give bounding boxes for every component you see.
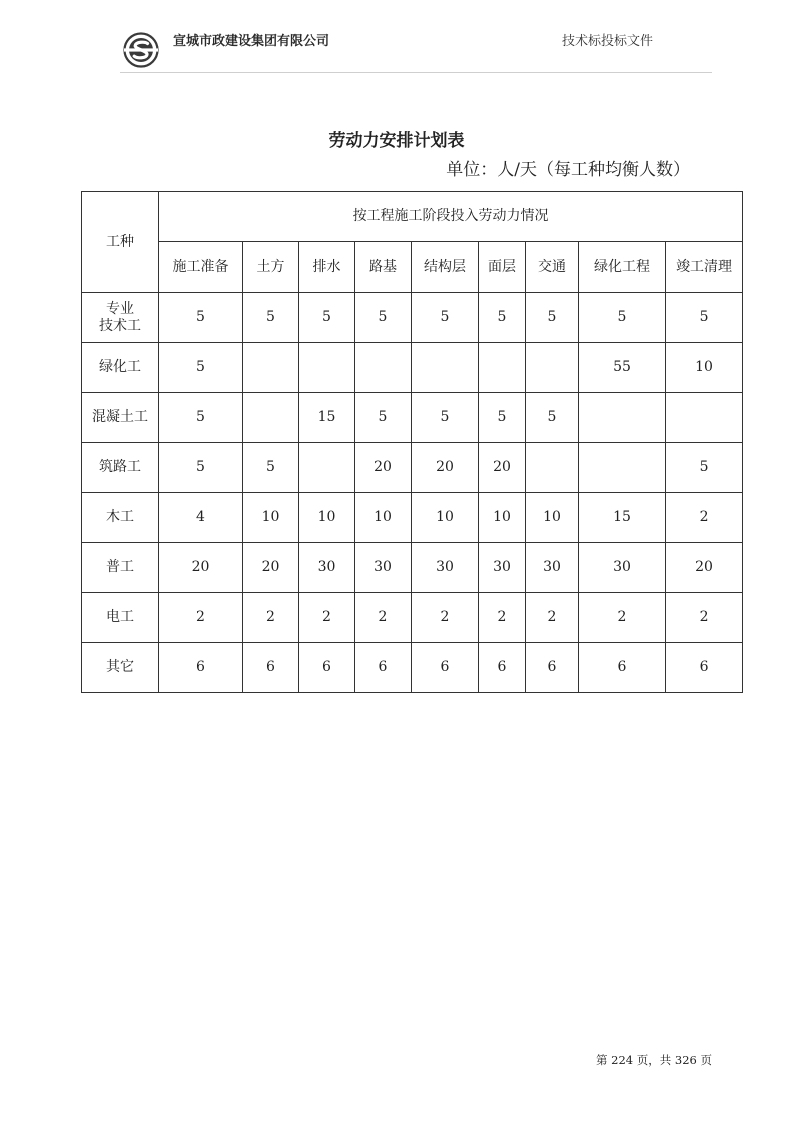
labor-count-cell: 5	[479, 293, 526, 343]
stage-header: 面层	[479, 242, 526, 293]
labor-count-cell: 20	[159, 543, 243, 593]
stage-header-row	[82, 242, 743, 293]
labor-count-cell: 30	[355, 543, 412, 593]
labor-count-cell: 6	[666, 643, 743, 693]
page-title: 劳动力安排计划表	[328, 131, 465, 151]
labor-count-cell: 2	[159, 593, 243, 643]
labor-count-cell: 10	[243, 493, 299, 543]
labor-count-cell: 20	[355, 443, 412, 493]
labor-count-cell	[526, 343, 579, 393]
labor-count-cell: 2	[479, 593, 526, 643]
labor-count-cell	[299, 343, 355, 393]
labor-count-cell: 10	[299, 493, 355, 543]
labor-count-cell: 5	[159, 343, 243, 393]
labor-count-cell	[479, 343, 526, 393]
stage-group-header: 按工程施工阶段投入劳动力情况	[159, 192, 743, 242]
labor-count-cell: 5	[666, 293, 743, 343]
labor-count-cell: 5	[355, 293, 412, 343]
labor-count-cell: 10	[666, 343, 743, 393]
labor-count-cell: 5	[412, 293, 479, 343]
company-name: 宣城市政建设集团有限公司	[173, 34, 330, 49]
labor-count-cell: 4	[159, 493, 243, 543]
labor-count-cell	[579, 393, 666, 443]
table-row	[82, 643, 743, 693]
stage-header: 交通	[526, 242, 579, 293]
stage-header: 土方	[243, 242, 299, 293]
labor-count-cell: 2	[355, 593, 412, 643]
labor-count-cell: 30	[579, 543, 666, 593]
labor-count-cell: 6	[412, 643, 479, 693]
labor-count-cell: 5	[159, 393, 243, 443]
labor-count-cell: 5	[526, 393, 579, 443]
header-divider	[120, 72, 712, 73]
labor-count-cell: 5	[159, 443, 243, 493]
stage-header: 绿化工程	[579, 242, 666, 293]
table-row	[82, 493, 743, 543]
labor-count-cell: 6	[243, 643, 299, 693]
labor-count-cell: 15	[299, 393, 355, 443]
trade-name: 电工	[82, 593, 159, 643]
labor-count-cell: 2	[243, 593, 299, 643]
labor-count-cell: 6	[355, 643, 412, 693]
table-row	[82, 443, 743, 493]
labor-count-cell: 5	[299, 293, 355, 343]
labor-count-cell: 2	[579, 593, 666, 643]
labor-count-cell: 2	[412, 593, 479, 643]
table-row	[82, 543, 743, 593]
labor-count-cell	[526, 443, 579, 493]
labor-count-cell: 10	[479, 493, 526, 543]
labor-count-cell: 5	[479, 393, 526, 443]
labor-count-cell: 5	[355, 393, 412, 443]
stage-header: 排水	[299, 242, 355, 293]
labor-count-cell: 5	[159, 293, 243, 343]
trade-name: 专业 技术工	[82, 293, 159, 343]
labor-table-body	[82, 293, 743, 693]
trade-name: 筑路工	[82, 443, 159, 493]
stage-header: 路基	[355, 242, 412, 293]
labor-count-cell	[355, 343, 412, 393]
labor-plan-table	[81, 191, 743, 693]
labor-count-cell: 10	[526, 493, 579, 543]
labor-count-cell: 5	[526, 293, 579, 343]
labor-count-cell: 6	[479, 643, 526, 693]
labor-count-cell: 5	[412, 393, 479, 443]
page-header	[0, 0, 793, 80]
labor-count-cell	[243, 393, 299, 443]
labor-count-cell	[666, 393, 743, 443]
labor-count-cell: 5	[243, 293, 299, 343]
table-row	[82, 293, 743, 343]
company-logo-s-icon	[123, 32, 159, 68]
labor-count-cell: 5	[666, 443, 743, 493]
trade-name: 绿化工	[82, 343, 159, 393]
labor-count-cell: 10	[355, 493, 412, 543]
labor-count-cell: 30	[412, 543, 479, 593]
labor-count-cell	[579, 443, 666, 493]
stage-header: 竣工清理	[666, 242, 743, 293]
labor-count-cell: 20	[479, 443, 526, 493]
unit-note: 单位：人/天（每工种均衡人数）	[446, 160, 690, 180]
labor-count-cell: 6	[299, 643, 355, 693]
labor-count-cell: 10	[412, 493, 479, 543]
trade-name: 木工	[82, 493, 159, 543]
table-row	[82, 343, 743, 393]
table-row	[82, 393, 743, 443]
stage-header: 结构层	[412, 242, 479, 293]
labor-count-cell: 55	[579, 343, 666, 393]
labor-count-cell: 5	[579, 293, 666, 343]
labor-count-cell: 2	[666, 493, 743, 543]
labor-count-cell: 20	[243, 543, 299, 593]
labor-count-cell: 6	[526, 643, 579, 693]
document-type: 技术标投标文件	[562, 34, 654, 49]
labor-count-cell: 20	[412, 443, 479, 493]
trade-column-header: 工种	[82, 192, 159, 293]
labor-count-cell: 2	[299, 593, 355, 643]
labor-count-cell: 20	[666, 543, 743, 593]
labor-count-cell: 30	[526, 543, 579, 593]
labor-count-cell	[412, 343, 479, 393]
labor-count-cell: 15	[579, 493, 666, 543]
labor-count-cell: 2	[526, 593, 579, 643]
labor-count-cell	[299, 443, 355, 493]
page-number: 第 224 页，共 326 页	[596, 1053, 713, 1067]
labor-count-cell: 6	[159, 643, 243, 693]
table-row	[82, 593, 743, 643]
labor-count-cell: 5	[243, 443, 299, 493]
trade-name: 普工	[82, 543, 159, 593]
labor-count-cell	[243, 343, 299, 393]
trade-name: 其它	[82, 643, 159, 693]
table-header-row	[82, 192, 743, 242]
trade-name: 混凝土工	[82, 393, 159, 443]
stage-header: 施工准备	[159, 242, 243, 293]
labor-count-cell: 6	[579, 643, 666, 693]
labor-count-cell: 30	[299, 543, 355, 593]
labor-count-cell: 2	[666, 593, 743, 643]
labor-count-cell: 30	[479, 543, 526, 593]
